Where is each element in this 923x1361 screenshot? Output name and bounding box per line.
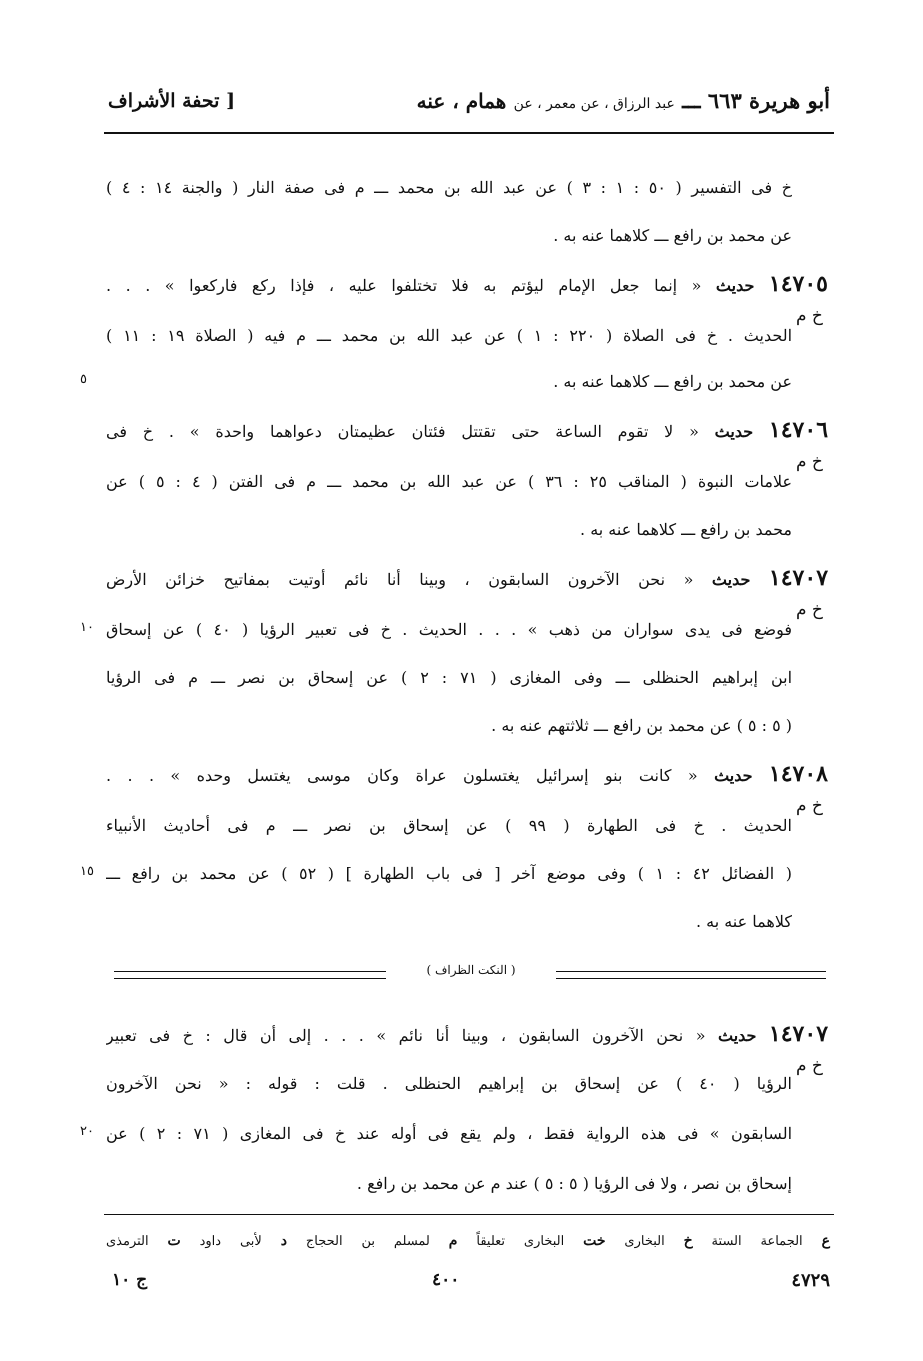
- header-rule: [104, 132, 834, 134]
- entry-line: ابن إبراهيم الحنظلى ـــ وفى المغازى ( ٧١ : ٢ ) عن إسحاق بن نصر ـــ م فى الرؤيا: [106, 668, 792, 687]
- margin-sigla: خ م: [796, 452, 823, 472]
- entry-line: كلاهما عنه به .: [695, 912, 792, 931]
- entry-line: خ فى التفسير ( ٥٠ : ١ : ٣ ) عن عبد الله بن محمد ـــ م فى صفة النار ( والجنة ١٤ : ٤ ): [106, 178, 792, 197]
- entry-line: عن محمد بن رافع ـــ كلاهما عنه به .: [553, 226, 792, 245]
- abbr-label: لمسلم بن الحجاج: [305, 1234, 430, 1249]
- entry-first-line: [106, 410, 828, 450]
- note-line: إسحاق بن نصر ، ولا فى الرؤيا ( ٥ : ٥ ) عند م عن محمد بن رافع .: [356, 1174, 792, 1193]
- abbr-symbol: ت: [167, 1233, 181, 1249]
- line-number: ٥: [80, 372, 87, 387]
- abbr-symbol: د: [280, 1233, 287, 1249]
- footer-rule: [104, 1214, 834, 1215]
- header-book-title: [ تحفة الأشراف: [108, 90, 236, 112]
- entry-keyword: حديث: [714, 422, 754, 441]
- section-divider: [114, 962, 826, 990]
- abbr-symbol: ع: [821, 1233, 830, 1249]
- note-text: « نحن الآخرون السابقون ، وبينا أنا نائم » . . . إلى أن قال : خ فى تعبير: [106, 1026, 706, 1045]
- abbr-symbol: خت: [583, 1233, 606, 1249]
- line-number: ١٠: [80, 620, 94, 635]
- entry-number: ١٤٧٠٦: [768, 417, 828, 443]
- abbr-symbol: م: [448, 1233, 458, 1249]
- entry-line: عن محمد بن رافع ـــ كلاهما عنه به .: [553, 372, 792, 391]
- entry-line: الحديث . خ فى الطهارة ( ٩٩ ) عن إسحاق بن نصر ـــ م فى أحاديث الأنبياء: [106, 816, 792, 835]
- entry-number: ١٤٧٠٨: [768, 761, 828, 787]
- entry-line: الحديث . خ فى الصلاة ( ٢٢٠ : ١ ) عن عبد الله بن محمد ـــ م فيه ( الصلاة ١٩ : ١١ ): [106, 326, 792, 345]
- header-number-name: أبو هريرة ٦٦٣ ـــ: [682, 88, 830, 113]
- page-number: ٤٠٠: [432, 1270, 460, 1290]
- abbr-label: الترمذى: [106, 1234, 149, 1249]
- note-line: الرؤيا ( ٤٠ ) عن إسحاق بن إبراهيم الحنظلى . قلت : قوله : « نحن الآخرون: [106, 1074, 792, 1093]
- entry-keyword: حديث: [715, 276, 755, 295]
- entry-keyword: حديث: [714, 766, 753, 785]
- entry-number: ١٤٧٠٥: [768, 271, 828, 297]
- entry-line: فوضع فى يدى سواران من ذهب » . . . الحديث . خ فى تعبير الرؤيا ( ٤٠ ) عن إسحاق: [106, 620, 792, 639]
- margin-sigla: خ م: [796, 600, 823, 620]
- margin-sigla: خ م: [796, 1056, 823, 1076]
- entry-text: « لا تقوم الساعة حتى تقتتل فئتان عظيمتان دعواهما واحدة » . خ فى: [106, 422, 699, 441]
- note-number: ١٤٧٠٧: [768, 1021, 828, 1047]
- entry-line: ( ٥ : ٥ ) عن محمد بن رافع ـــ ثلاثتهم عنه به .: [491, 716, 792, 735]
- abbr-symbol: خ: [683, 1233, 693, 1249]
- entry-text: « إنما جعل الإمام ليؤتم به فلا تختلفوا عليه ، فإذا ركع فاركعوا » . . .: [106, 276, 702, 295]
- line-number: ٢٠: [80, 1124, 94, 1139]
- note-keyword: حديث: [717, 1026, 757, 1045]
- entry-line: محمد بن رافع ـــ كلاهما عنه به .: [580, 520, 792, 539]
- divider-bar-left: [114, 971, 386, 979]
- note-first-line: [106, 1014, 828, 1054]
- header-narrator: همام ، عنه: [416, 89, 507, 113]
- note-line: السابقون » فى هذه الرواية فقط ، ولم يقع فى أوله عند خ فى المغازى ( ٧١ : ٢ ) عن: [106, 1124, 792, 1143]
- header-chain-text: عبد الرزاق ، عن معمر ، عن: [513, 96, 675, 112]
- divider-bar-right: [556, 971, 826, 979]
- entry-number: ١٤٧٠٧: [768, 565, 828, 591]
- abbr-label: البخارى: [624, 1234, 665, 1249]
- margin-sigla: خ م: [796, 796, 823, 816]
- entry-text: « كانت بنو إسرائيل يغتسلون عراة وكان موسى يغتسل وحده » . . .: [106, 766, 698, 785]
- entry-line: ( الفضائل ٤٢ : ١ ) وفى موضع آخر [ فى باب الطهارة ] ( ٥٢ ) عن محمد بن رافع ـــ: [106, 864, 792, 883]
- divider-label: ( النكت الظراف ): [426, 963, 516, 977]
- abbr-label: الجماعة الستة: [711, 1234, 803, 1249]
- header-chain: [417, 88, 830, 113]
- running-header: [108, 88, 830, 124]
- line-number: ١٥: [80, 864, 94, 879]
- entry-first-line: [106, 754, 828, 794]
- entry-keyword: حديث: [711, 570, 751, 589]
- abbreviation-legend: [106, 1226, 830, 1256]
- entry-first-line: [106, 558, 828, 598]
- footer-entry-number: ٤٧٢٩: [791, 1270, 830, 1291]
- entry-line: علامات النبوة ( المناقب ٢٥ : ٣٦ ) عن عبد الله بن محمد ـــ م فى الفتن ( ٤ : ٥ ) عن: [106, 472, 792, 491]
- margin-sigla: خ م: [796, 306, 823, 326]
- abbr-label: لأبى داود: [199, 1234, 262, 1249]
- entry-first-line: [106, 264, 828, 304]
- volume-number: ج ١٠: [112, 1270, 148, 1290]
- entry-text: « نحن الآخرون السابقون ، وبينا أنا نائم أوتيت بمفاتيح خزائن الأرض: [106, 570, 694, 589]
- abbr-label: البخارى تعليقاً: [476, 1234, 565, 1249]
